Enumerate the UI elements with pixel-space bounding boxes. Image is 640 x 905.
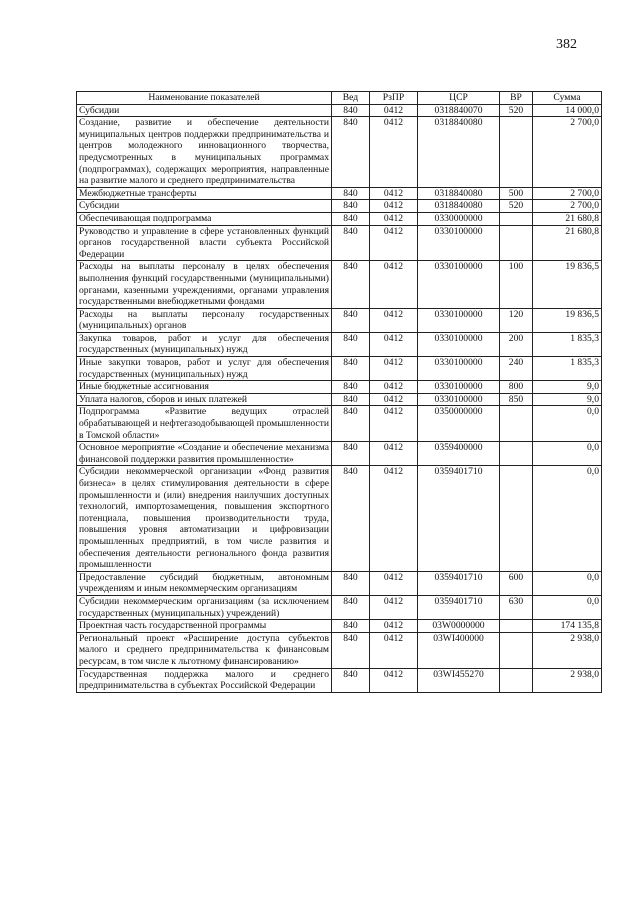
table-row bbox=[77, 620, 602, 633]
cell-vr: 600 bbox=[500, 571, 533, 595]
cell-ved: 840 bbox=[332, 632, 370, 668]
col-header-ved: Вед bbox=[332, 92, 370, 105]
cell-vr bbox=[500, 225, 533, 261]
cell-rzpr: 0412 bbox=[370, 406, 418, 442]
cell-ved: 840 bbox=[332, 332, 370, 356]
cell-sum: 21 680,8 bbox=[533, 225, 602, 261]
cell-sum: 0,0 bbox=[533, 442, 602, 466]
cell-name: Обеспечивающая подпрограмма bbox=[77, 212, 332, 225]
cell-name: Государственная поддержка малого и среднего предпринимательства в субъектах Российской Федерации bbox=[77, 668, 332, 692]
cell-vr: 100 bbox=[500, 261, 533, 308]
cell-rzpr: 0412 bbox=[370, 466, 418, 571]
cell-rzpr: 0412 bbox=[370, 595, 418, 619]
table-row bbox=[77, 104, 602, 117]
table-row bbox=[77, 212, 602, 225]
col-header-rzpr: РзПР bbox=[370, 92, 418, 105]
cell-sum: 0,0 bbox=[533, 466, 602, 571]
cell-sum: 19 836,5 bbox=[533, 308, 602, 332]
cell-name: Создание, развитие и обеспечение деятельности муниципальных центров поддержки предпринимательства и центров молодежного инновационного творчества, предусмотренных в муниципальных программах (подпрограммах), содержащих мероприятия, направленные на развитие малого и среднего предпринимательства bbox=[77, 117, 332, 188]
cell-name: Подпрограмма «Развитие ведущих отраслей обрабатывающей и нефтегазодобывающей промышленности в Томской области» bbox=[77, 406, 332, 442]
cell-ved: 840 bbox=[332, 104, 370, 117]
table-row bbox=[77, 442, 602, 466]
cell-sum: 1 835,3 bbox=[533, 357, 602, 381]
cell-vr: 240 bbox=[500, 357, 533, 381]
page-number: 382 bbox=[556, 37, 577, 52]
cell-rzpr: 0412 bbox=[370, 332, 418, 356]
cell-vr: 120 bbox=[500, 308, 533, 332]
cell-sum: 2 938,0 bbox=[533, 668, 602, 692]
table-row bbox=[77, 332, 602, 356]
cell-csr: 0318840070 bbox=[418, 104, 500, 117]
cell-rzpr: 0412 bbox=[370, 225, 418, 261]
cell-name: Субсидии некоммерческим организациям (за исключением государственных (муниципальных) учреждений) bbox=[77, 595, 332, 619]
cell-sum: 0,0 bbox=[533, 595, 602, 619]
cell-vr: 500 bbox=[500, 187, 533, 200]
cell-vr: 630 bbox=[500, 595, 533, 619]
table-row bbox=[77, 261, 602, 308]
cell-rzpr: 0412 bbox=[370, 381, 418, 394]
cell-sum: 19 836,5 bbox=[533, 261, 602, 308]
cell-csr: 03WI455270 bbox=[418, 668, 500, 692]
cell-sum: 2 700,0 bbox=[533, 200, 602, 213]
cell-ved: 840 bbox=[332, 620, 370, 633]
cell-name: Проектная часть государственной программы bbox=[77, 620, 332, 633]
cell-rzpr: 0412 bbox=[370, 212, 418, 225]
cell-csr: 0330100000 bbox=[418, 332, 500, 356]
cell-ved: 840 bbox=[332, 595, 370, 619]
cell-csr: 0330100000 bbox=[418, 381, 500, 394]
cell-csr: 0359401710 bbox=[418, 595, 500, 619]
cell-vr: 520 bbox=[500, 104, 533, 117]
cell-rzpr: 0412 bbox=[370, 117, 418, 188]
cell-rzpr: 0412 bbox=[370, 308, 418, 332]
table-row bbox=[77, 381, 602, 394]
col-header-csr: ЦСР bbox=[418, 92, 500, 105]
cell-name: Иные закупки товаров, работ и услуг для обеспечения государственных (муниципальных) нужд bbox=[77, 357, 332, 381]
cell-vr bbox=[500, 466, 533, 571]
table-row bbox=[77, 406, 602, 442]
cell-vr: 850 bbox=[500, 393, 533, 406]
cell-rzpr: 0412 bbox=[370, 442, 418, 466]
table-row bbox=[77, 632, 602, 668]
cell-ved: 840 bbox=[332, 668, 370, 692]
cell-ved: 840 bbox=[332, 225, 370, 261]
cell-name: Иные бюджетные ассигнования bbox=[77, 381, 332, 394]
cell-vr bbox=[500, 212, 533, 225]
table-row bbox=[77, 668, 602, 692]
cell-csr: 0330100000 bbox=[418, 308, 500, 332]
cell-csr: 0330100000 bbox=[418, 261, 500, 308]
cell-vr: 200 bbox=[500, 332, 533, 356]
cell-csr: 0359401710 bbox=[418, 571, 500, 595]
cell-vr bbox=[500, 117, 533, 188]
cell-name: Уплата налогов, сборов и иных платежей bbox=[77, 393, 332, 406]
cell-vr bbox=[500, 442, 533, 466]
cell-name: Расходы на выплаты персоналу государственных (муниципальных) органов bbox=[77, 308, 332, 332]
cell-sum: 0,0 bbox=[533, 406, 602, 442]
cell-ved: 840 bbox=[332, 261, 370, 308]
cell-rzpr: 0412 bbox=[370, 620, 418, 633]
table-row bbox=[77, 357, 602, 381]
cell-name: Субсидии bbox=[77, 200, 332, 213]
cell-csr: 0330100000 bbox=[418, 357, 500, 381]
cell-csr: 0350000000 bbox=[418, 406, 500, 442]
cell-sum: 21 680,8 bbox=[533, 212, 602, 225]
cell-rzpr: 0412 bbox=[370, 104, 418, 117]
cell-rzpr: 0412 bbox=[370, 393, 418, 406]
cell-csr: 0359401710 bbox=[418, 466, 500, 571]
cell-csr: 0330000000 bbox=[418, 212, 500, 225]
cell-vr bbox=[500, 668, 533, 692]
table-row bbox=[77, 308, 602, 332]
cell-ved: 840 bbox=[332, 357, 370, 381]
col-header-sum: Сумма bbox=[533, 92, 602, 105]
cell-name: Субсидии bbox=[77, 104, 332, 117]
cell-name: Основное мероприятие «Создание и обеспечение механизма финансовой поддержки развития промышленности» bbox=[77, 442, 332, 466]
cell-sum: 2 700,0 bbox=[533, 187, 602, 200]
cell-name: Региональный проект «Расширение доступа субъектов малого и среднего предпринимательства к финансовым ресурсам, в том числе к льготному финансированию» bbox=[77, 632, 332, 668]
table-row bbox=[77, 466, 602, 571]
cell-vr: 520 bbox=[500, 200, 533, 213]
cell-name: Предоставление субсидий бюджетным, автономным учреждениям и иным некоммерческим организациям bbox=[77, 571, 332, 595]
cell-name: Руководство и управление в сфере установленных функций органов государственной власти субъекта Российской Федерации bbox=[77, 225, 332, 261]
cell-csr: 03WI400000 bbox=[418, 632, 500, 668]
cell-vr bbox=[500, 620, 533, 633]
cell-csr: 0318840080 bbox=[418, 187, 500, 200]
cell-sum: 14 000,0 bbox=[533, 104, 602, 117]
cell-ved: 840 bbox=[332, 200, 370, 213]
cell-ved: 840 bbox=[332, 393, 370, 406]
cell-rzpr: 0412 bbox=[370, 200, 418, 213]
cell-csr: 0330100000 bbox=[418, 393, 500, 406]
table-row bbox=[77, 117, 602, 188]
table-row bbox=[77, 225, 602, 261]
cell-sum: 0,0 bbox=[533, 571, 602, 595]
cell-sum: 174 135,8 bbox=[533, 620, 602, 633]
cell-sum: 9,0 bbox=[533, 381, 602, 394]
cell-vr: 800 bbox=[500, 381, 533, 394]
cell-name: Закупка товаров, работ и услуг для обеспечения государственных (муниципальных) нужд bbox=[77, 332, 332, 356]
cell-rzpr: 0412 bbox=[370, 632, 418, 668]
cell-rzpr: 0412 bbox=[370, 357, 418, 381]
budget-table bbox=[76, 91, 602, 693]
cell-ved: 840 bbox=[332, 117, 370, 188]
cell-rzpr: 0412 bbox=[370, 261, 418, 308]
cell-sum: 1 835,3 bbox=[533, 332, 602, 356]
cell-ved: 840 bbox=[332, 571, 370, 595]
cell-csr: 0330100000 bbox=[418, 225, 500, 261]
cell-ved: 840 bbox=[332, 442, 370, 466]
cell-vr bbox=[500, 632, 533, 668]
cell-sum: 9,0 bbox=[533, 393, 602, 406]
cell-csr: 0318840080 bbox=[418, 117, 500, 188]
cell-rzpr: 0412 bbox=[370, 571, 418, 595]
table-header-row bbox=[77, 92, 602, 105]
cell-csr: 0359400000 bbox=[418, 442, 500, 466]
cell-sum: 2 938,0 bbox=[533, 632, 602, 668]
cell-ved: 840 bbox=[332, 406, 370, 442]
cell-ved: 840 bbox=[332, 466, 370, 571]
col-header-name: Наименование показателей bbox=[77, 92, 332, 105]
table-row bbox=[77, 595, 602, 619]
cell-name: Межбюджетные трансферты bbox=[77, 187, 332, 200]
cell-csr: 03W0000000 bbox=[418, 620, 500, 633]
cell-ved: 840 bbox=[332, 381, 370, 394]
cell-rzpr: 0412 bbox=[370, 187, 418, 200]
cell-rzpr: 0412 bbox=[370, 668, 418, 692]
table-row bbox=[77, 571, 602, 595]
cell-csr: 0318840080 bbox=[418, 200, 500, 213]
cell-sum: 2 700,0 bbox=[533, 117, 602, 188]
table-row bbox=[77, 187, 602, 200]
table-row bbox=[77, 200, 602, 213]
cell-name: Расходы на выплаты персоналу в целях обеспечения выполнения функций государственными (муниципальными) органами, казенными учреждениями, органами управления государственными внебюджетными фондами bbox=[77, 261, 332, 308]
cell-name: Субсидии некоммерческой организации «Фонд развития бизнеса» в целях стимулирования деятельности в сфере промышленности и (или) внедрения наилучших доступных технологий, импортозамещения, повышения экспортного потенциала, повышения производительности труда, повышения уровня автоматизации и цифровизации промышленных предприятий, в том числе развития и обеспечения деятельности регионального фонда развития промышленности bbox=[77, 466, 332, 571]
cell-ved: 840 bbox=[332, 308, 370, 332]
table-row bbox=[77, 393, 602, 406]
cell-ved: 840 bbox=[332, 212, 370, 225]
cell-vr bbox=[500, 406, 533, 442]
col-header-vr: ВР bbox=[500, 92, 533, 105]
cell-ved: 840 bbox=[332, 187, 370, 200]
